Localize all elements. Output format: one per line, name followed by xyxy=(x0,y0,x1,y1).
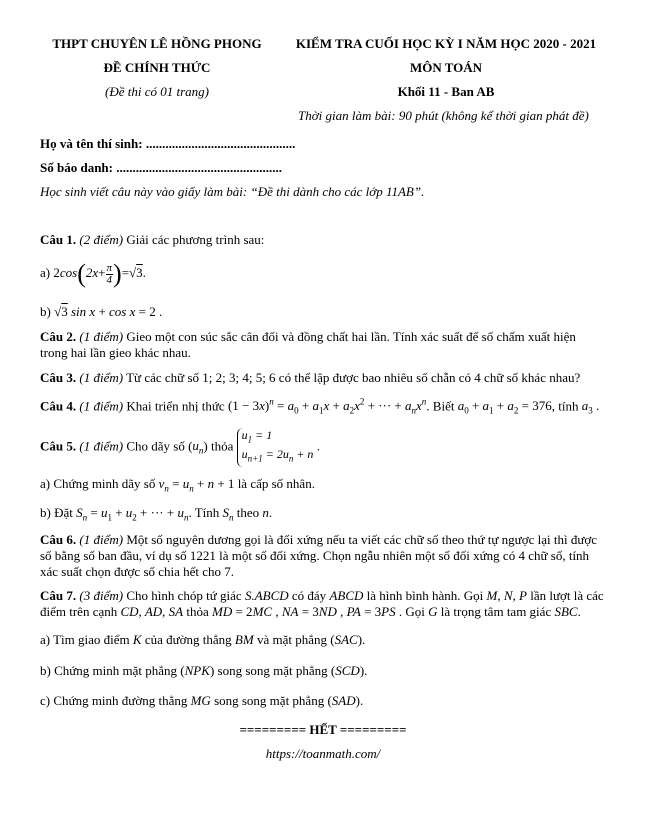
q4-text3: , tính xyxy=(551,398,582,414)
q2-text: Gieo một con súc sắc cân đối và đồng chất hai lần. Tính xác suất để số chấm xuất hiện trong hai lần gieo khác nhau. xyxy=(40,329,576,360)
q5-label: Câu 5. xyxy=(40,438,77,454)
source-url[interactable]: https://toanmath.com/ xyxy=(265,746,381,761)
school-name: THPT CHUYÊN LÊ HỒNG PHONG xyxy=(52,36,262,51)
q7-pyramid: S.ABCD xyxy=(244,588,289,603)
q5-system: $u_1 = 1$ $u_{n+1} = 2u_n + n$ xyxy=(237,428,314,467)
grade-label: Khối 11 - Ban AB xyxy=(397,84,495,99)
q4-points: (1 điểm) xyxy=(79,398,124,414)
student-id-line xyxy=(40,160,282,176)
q1-label: Câu 1. xyxy=(40,232,77,247)
q7c-text2: song song mặt phẳng xyxy=(210,693,328,708)
q1b-line xyxy=(40,304,162,320)
q5-text1: Cho dãy số xyxy=(123,438,189,454)
q7-label: Câu 7. xyxy=(40,588,77,603)
q7c-line: c) Chứng minh đường thẳng MG song song mặt phẳng (SAD). xyxy=(40,693,364,708)
student-name-dots: .............................................. xyxy=(145,136,296,151)
q7-text6: . Gọi xyxy=(398,604,429,619)
student-name-line xyxy=(40,136,295,152)
q7-points: (3 điểm) xyxy=(79,588,124,603)
q7c-text: c) Chứng minh đường thẳng xyxy=(40,693,191,708)
q3-label: Câu 3. xyxy=(40,370,77,385)
q5b-formula: $S_n = u_1 + u_2$ + ··· + $u_n$ xyxy=(76,505,189,523)
q1b-label: b) xyxy=(40,304,51,319)
q1-points: (2 điểm) xyxy=(79,232,124,247)
q7-base: ABCD xyxy=(329,588,364,603)
exam-title: KIỂM TRA CUỐI HỌC KỲ I NĂM HỌC 2020 - 2021 xyxy=(295,36,597,51)
q1a-line xyxy=(40,258,146,288)
q2-paragraph xyxy=(40,329,606,361)
q1-text: Giải các phương trình sau: xyxy=(123,232,265,247)
q7-text4: lần lượt là các điểm trên cạnh xyxy=(40,588,604,619)
q4-text2: . Biết xyxy=(426,398,458,414)
q5b-n: n. xyxy=(262,505,273,520)
q5a-label: a) Chứng minh dãy số xyxy=(40,476,159,491)
q7-ratios: MD = 2MC , NA = 3ND , PA = 3PS xyxy=(212,604,396,619)
official-label: ĐỀ CHÍNH THỨC xyxy=(103,60,211,75)
q7-edges: CD, AD, SA xyxy=(120,604,184,619)
q7-paragraph: Câu 7. (3 điểm) Cho hình chóp tứ giác S.ABCD có đáy ABCD là hình bình hành. Gọi M, N, P lần lượt là các điểm trên cạnh CD, AD, SA thỏa MD = 2MC , NA = 3ND , PA = 3PS . Gọi G là trọng tâm tam giác SBC. xyxy=(40,588,604,619)
q7b-line: b) Chứng minh mặt phẳng (NPK) song song mặt phẳng (SCD). xyxy=(40,663,368,678)
q4-line xyxy=(40,397,599,416)
student-id-label: Số báo danh: xyxy=(40,160,117,175)
q7-text3: là hình bình hành. Gọi xyxy=(363,588,487,603)
q7a-text2: của đường thẳng xyxy=(141,632,235,647)
q5a-line xyxy=(40,476,315,494)
instruction: Học sinh viết câu này vào giấy làm bài: “Đề thi dành cho các lớp 11AB”. xyxy=(40,184,425,199)
q5b-text1: . Tính xyxy=(188,505,223,520)
q4-expansion: $(1 - 3x)^n = a_0 + a_1x + a_2x^2$ + ··· + $a_nx^n$ xyxy=(227,397,427,416)
q5b-sn: $S_n$ xyxy=(222,505,234,523)
time-label: Thời gian làm bài: 90 phút (không kể thời gian phát đề) xyxy=(298,108,589,123)
q5b-label: b) Đặt xyxy=(40,505,77,520)
q7-g: G xyxy=(428,604,438,619)
q4-condition: $a_0 + a_1 + a_2 = 376$ xyxy=(457,398,552,416)
q5-text2: thỏa xyxy=(207,438,237,454)
q6-points: (1 điểm) xyxy=(79,532,124,547)
end-marker: ========= HẾT ========= xyxy=(239,722,407,737)
q1-line xyxy=(40,232,264,248)
q5b-text2: theo xyxy=(233,505,263,520)
q1b-equation: √3 sin x + cos x = 2 . xyxy=(54,304,163,319)
q2-points: (1 điểm) xyxy=(79,329,124,344)
q7-text7: là trọng tâm tam giác xyxy=(437,604,555,619)
q1a-equation: 2cos(2x+ $\frac{\pi}{4}$ )=√3. xyxy=(53,259,146,289)
q5-points: (1 điểm) xyxy=(79,438,124,454)
q7-triangle: SBC xyxy=(554,604,578,619)
q1a-label: a) xyxy=(40,265,51,280)
q7-text1: Cho hình chóp tứ giác xyxy=(123,588,245,603)
subject-title: MÔN TOÁN xyxy=(409,60,483,75)
q5a-text: là cấp số nhân. xyxy=(234,476,315,491)
q7a-text3: và mặt phẳng xyxy=(253,632,331,647)
q7a-text: a) Tìm giao điểm xyxy=(40,632,133,647)
q5-sequence: $(u_n)$ xyxy=(188,438,208,456)
q7-points-mnp: M, N, P xyxy=(486,588,527,603)
q4-text1: Khai triển nhị thức xyxy=(123,398,228,414)
q6-paragraph xyxy=(40,532,606,580)
student-id-dots: ................................................... xyxy=(116,160,282,175)
q7-text2: có đáy xyxy=(288,588,330,603)
q3-points: (1 điểm) xyxy=(79,370,124,385)
page-count: (Đề thi có 01 trang) xyxy=(105,84,209,99)
q3-text: Từ các chữ số 1; 2; 3; 4; 5; 6 có thể lập được bao nhiêu số chẵn có 4 chữ số khác nhau? xyxy=(123,370,581,385)
q5a-formula: $v_n = u_n + n + 1$ xyxy=(158,476,235,494)
q6-text: Một số nguyên dương gọi là đối xứng nếu ta viết các chữ số theo thứ tự ngược lại thì được số bằng số ban đầu, ví dụ số 1221 là một số đối xứng. Chọn ngẫu nhiên một số đối xứng có 4 chữ số, tính xác suất chọn được số chia hết cho 7. xyxy=(40,532,598,579)
student-name-label: Họ và tên thí sinh: xyxy=(40,136,146,151)
q7b-text: b) Chứng minh mặt phẳng xyxy=(40,663,181,678)
q4-label: Câu 4. xyxy=(40,398,77,414)
q3-line xyxy=(40,370,580,386)
q6-label: Câu 6. xyxy=(40,532,77,547)
q5-line: Câu 5. (1 điểm) Cho dãy số $(u_n)$ thỏa $u_1 = 1$ $u_{n+1} = 2u_n + n$ . xyxy=(40,428,320,464)
q4-target: $a_3$ . xyxy=(581,398,600,416)
q7a-line: a) Tìm giao điểm K của đường thẳng BM và mặt phẳng (SAC). xyxy=(40,632,366,647)
q7-text5: thỏa xyxy=(183,604,212,619)
q5b-line xyxy=(40,505,272,523)
q2-label: Câu 2. xyxy=(40,329,77,344)
q7b-text2: song song mặt phẳng xyxy=(214,663,331,678)
